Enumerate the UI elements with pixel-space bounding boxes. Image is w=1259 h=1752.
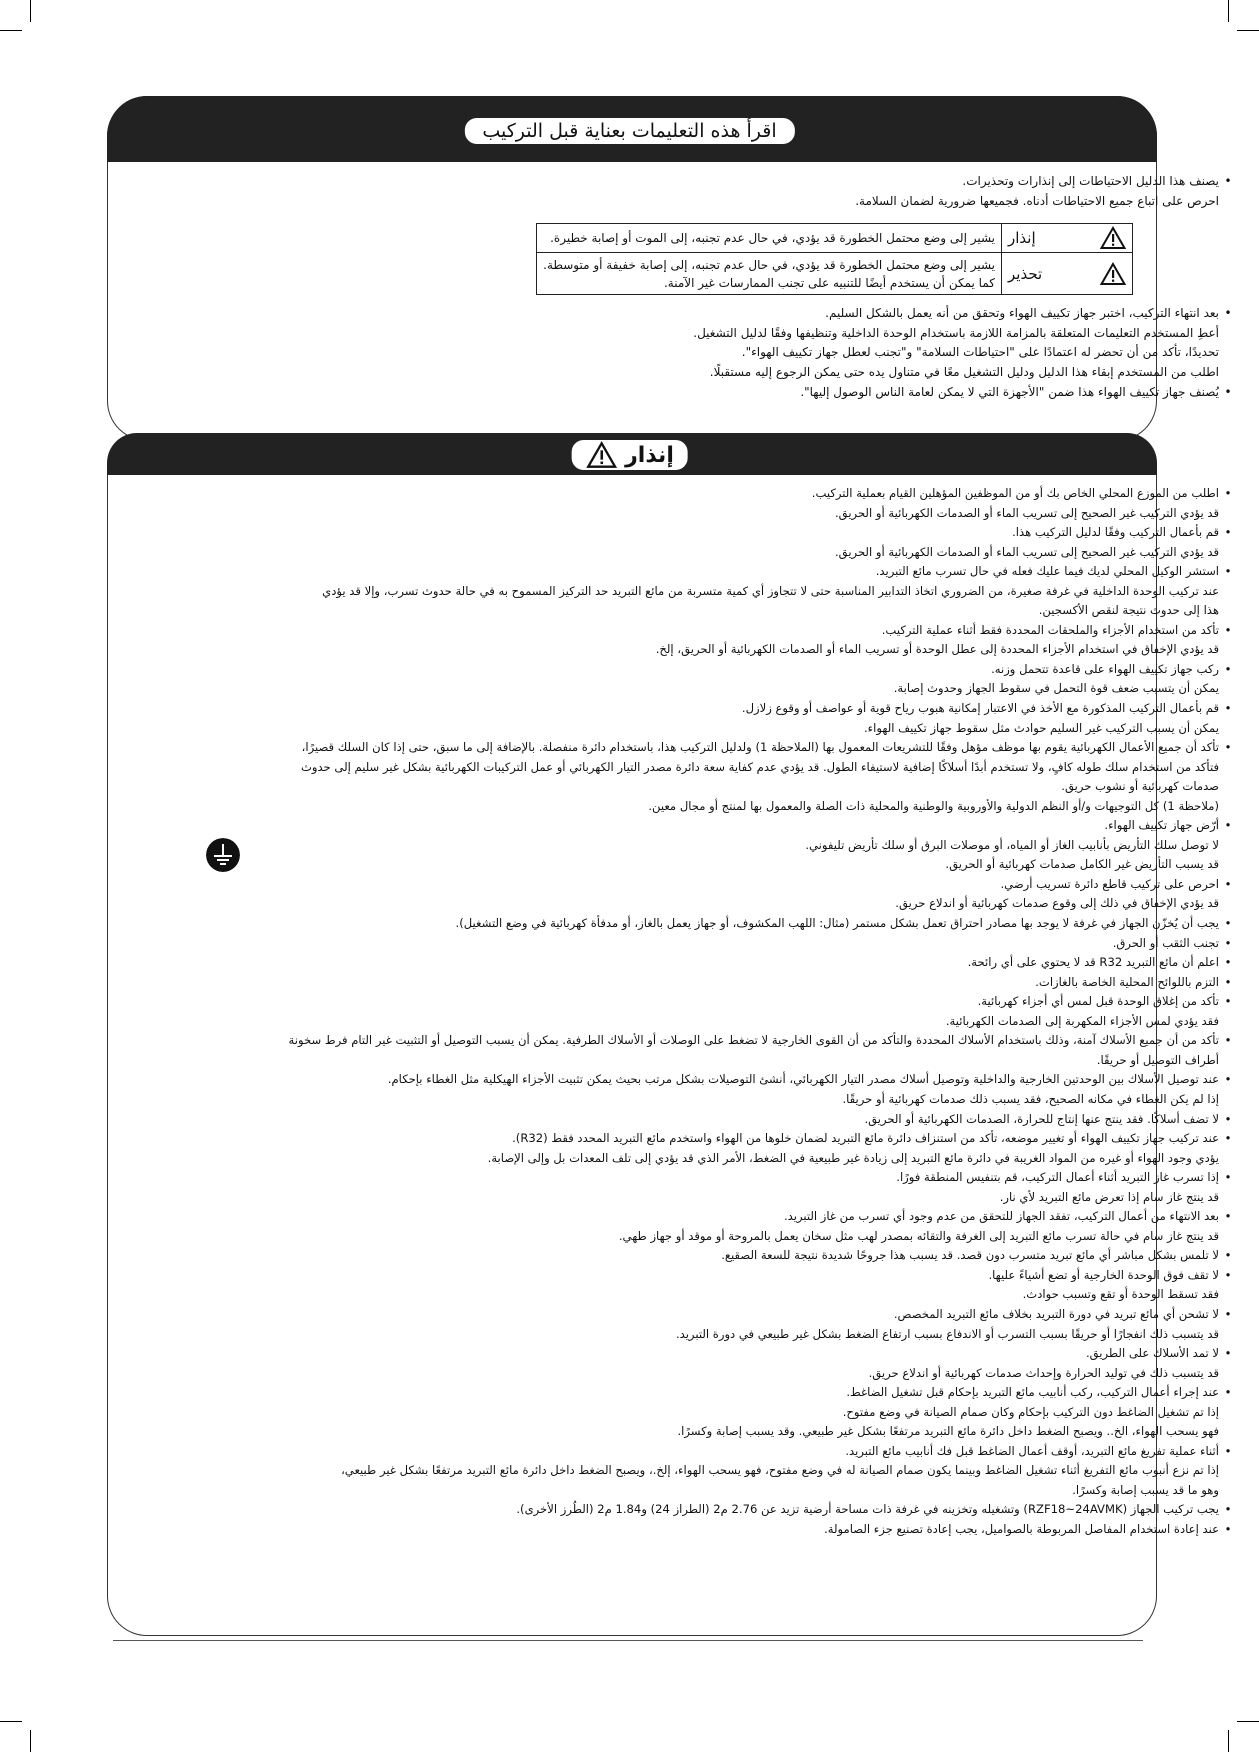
desc-caution-line: يشير إلى وضع محتمل الخطورة قد يؤدي، في حال عدم تجنبه، إلى إصابة خفيفة أو متوسطة. <box>543 257 995 272</box>
item-detail: قد يسبب التأريض غير الكامل صدمات كهربائية أو الحريق. <box>945 857 1219 872</box>
bullet-item: • ركب جهاز تكييف الهواء على قاعدة تتحمل وزنه. <box>22 660 1237 680</box>
item-detail: (ملاحظة 1) كل التوجيهات و/أو النظم الدولية والأوروبية والوطنية والمحلية ذات الصلة والمعمول بها لمنتج أو مجال معين. <box>648 798 1219 813</box>
label-cell <box>1002 253 1133 295</box>
bullet-item: • يجب أن يُخزّن الجهاز في غرفة لا يوجد بها مصادر احتراق تعمل بشكل مستمر (مثال: اللهب المكشوف، أو جهاز يعمل بالغاز، أو مدفأة كهربائية في وضع التشغيل). <box>22 914 1237 934</box>
bullet-item: • بعد الانتهاء من أعمال التركيب، تفقد الجهاز للتحقق من عدم وجود أي تسرب من غاز التبريد. <box>22 1207 1237 1227</box>
bullet-item: • عند توصيل الأسلاك بين الوحدتين الخارجية والداخلية وتوصيل أسلاك مصدر التيار الكهربائي، أنشئ التوصيلات بشكل مرتب بحيث يمكن تثبيت الأجزاء الهيكلية مثل الغطاء بإحكام. <box>22 1070 1237 1090</box>
after-install-text <box>22 304 1237 403</box>
item-detail: اطلب من المستخدم إبقاء هذا الدليل ودليل التشغيل معًا في متناول يده حتى يمكن الرجوع إليه مستقبلًا. <box>709 365 1219 380</box>
item-detail: أطراف التوصيل أو حريقًا. <box>1096 1052 1219 1067</box>
bullet-item: • لا تلمس بشكل مباشر أي مائع تبريد متسرب دون قصد. قد يسبب هذا جروحًا شديدة نتيجة للسعة الصقيع. <box>22 1246 1237 1266</box>
intro-line: احرص على اتباع جميع الاحتياطات أدناه. فجميعها ضرورية لضمان السلامة. <box>855 193 1219 208</box>
item-detail: إذا تم نزع أنبوب مائع التفريغ أثناء تشغيل الضاغط وبينما يكون صمام الصيانة له في وضع مفتوح، فهو يسحب الهواء، إلخ.، ويصبح الضغط داخل دائرة مائع التبريد مرتفعًا بشكل غير طبيعي، <box>341 1463 1219 1478</box>
item-detail: فهو يسحب الهواء، الخ.. ويصبح الضغط داخل دائرة مائع التبريد مرتفعًا بشكل غير طبيعي. وقد يسبب إصابة وكسرًا. <box>677 1424 1219 1439</box>
item-detail: إذا تم تشغيل الضاغط دون التركيب بإحكام وكان صمام الصيانة في وضع مفتوح. <box>842 1404 1219 1419</box>
section-title-text: اقرأ هذه التعليمات بعناية قبل التركيب <box>482 120 777 142</box>
item-detail: إذا لم يكن الغطاء في مكانه الصحيح، فقد يسبب ذلك صدمات كهربائية أو حريقًا. <box>842 1091 1219 1106</box>
bullet-item: • إذا تسرب غاز التبريد أثناء أعمال التركيب، قم بتنفيس المنطقة فورًا. <box>22 1168 1237 1188</box>
crop-mark <box>1228 1730 1229 1752</box>
item-detail: قد يتسبب ذلك في توليد الحرارة وإحداث صدمات كهربائية أو اندلاع حريق. <box>868 1365 1219 1380</box>
item-detail: تحديدًا، تأكد من أن تحضر له اعتمادًا على "احتياطات السلامة" و"تجنب لعطل جهاز تكييف الهواء". <box>741 345 1219 360</box>
item-detail: قد ينتج غاز سام في حالة تسرب مائع التبريد إلى الغرفة والتقائه بمصدر لهب مثل سخان يعمل بالمروحة أو موقد أو جهاز طهي. <box>618 1228 1219 1243</box>
desc-cell <box>537 224 1002 253</box>
desc-cell <box>537 253 1002 295</box>
section-title <box>462 116 796 146</box>
item-detail: يمكن أن يسبب التركيب غير السليم حوادث مثل سقوط جهاز تكييف الهواء. <box>864 720 1219 735</box>
crop-mark <box>0 30 22 31</box>
intro-text <box>22 172 1237 211</box>
item-detail: صدمات كهربائية أو نشوب حريق. <box>1061 779 1219 794</box>
bullet-item: • استشر الوكيل المحلي لديك فيما عليك فعله في حال تسرب مائع التبريد. <box>22 562 1237 582</box>
item-detail: عند تركيب الوحدة الداخلية في غرفة صغيرة، من الضروري اتخاذ التدابير المناسبة حتى لا تتجاوز أي كمية متسربة من مائع التبريد حد التركيز المسموح به في حالة حدوث تسرب، وإلا قد يؤدي <box>322 583 1219 598</box>
crop-mark <box>0 1721 22 1722</box>
item-detail: يؤدي وجود الهواء أو غيره من المواد الغريبة في دائرة مائع التبريد إلى زيادة غير طبيعية في الضغط، الأمر الذي قد يؤدي إلى تلف المعدات بل وإلى الإصابة. <box>487 1150 1219 1165</box>
item-detail: لا توصل سلك التأريض بأنابيب الغاز أو المياه، أو موصلات البرق أو سلك تأريض تليفوني. <box>805 837 1219 852</box>
desc-warning: يشير إلى وضع محتمل الخطورة قد يؤدي، في حال عدم تجنبه، إلى الموت أو إصابة خطيرة. <box>550 231 995 245</box>
bullet-item: • لا تقف فوق الوحدة الخارجية أو تضع أشياءً عليها. <box>22 1266 1237 1286</box>
warning-items <box>22 484 1237 1540</box>
item-detail: قد يؤدي التركيب غير الصحيح إلى تسريب الماء أو الصدمات الكهربائية أو الحريق. <box>834 544 1219 559</box>
table-row-caution <box>537 253 1133 295</box>
item-detail: قد ينتج غاز سام إذا تعرض مائع التبريد لأي نار. <box>999 1189 1219 1204</box>
bullet-item: • تأكد من أن جميع الأسلاك آمنة، وذلك باستخدام الأسلاك المحددة والتأكد من أن القوى الخارجية لا تضغط على الوصلات أو الأسلاك الطرفية. يمكن أن يسبب التوصيل أو التثبيت غير التام فرط سخونة <box>22 1031 1237 1051</box>
item-detail: فتأكد من استخدام سلك طوله كافٍ، ولا تستخدم أبدًا أسلاكًا إضافية لاستيفاء الطول. قد يؤدي عدم كفاية سعة دائرة مصدر التيار الكهربائي أو عمل التركيبات الكهربائية بشكل غير سليم إلى حدوث <box>300 759 1219 774</box>
ground-symbol-icon <box>206 838 240 872</box>
bullet-item: • تجنب الثقب أو الحرق. <box>22 934 1237 954</box>
label-warning: إنذار <box>1008 229 1036 247</box>
bullet-item: • لا تمد الأسلاك على الطريق. <box>22 1344 1237 1364</box>
item-detail: فقد تسقط الوحدة أو تقع وتسبب حوادث. <box>1022 1287 1219 1302</box>
bullet-item: • عند إجراء أعمال التركيب، ركب أنابيب مائع التبريد بإحكام قبل تشغيل الضاغط. <box>22 1383 1237 1403</box>
desc-caution-line: كما يمكن أن يستخدم أيضًا للتنبيه على تجنب الممارسات غير الآمنة. <box>663 275 995 290</box>
warning-title <box>569 438 690 472</box>
crop-mark <box>1228 0 1229 22</box>
crop-mark <box>30 1730 31 1752</box>
footer-rule <box>113 1640 1143 1641</box>
item-detail: فقد يؤدي لمس الأجزاء المكهربة إلى الصدمات الكهربائية. <box>945 1013 1219 1028</box>
warning-title-text: إنذار <box>625 442 674 468</box>
item-detail: يمكن أن يتسبب ضعف قوة التحمل في سقوط الجهاز وحدوث إصابة. <box>893 681 1219 696</box>
item-detail: أعطِ المستخدم التعليمات المتعلقة بالمزامة اللازمة باستخدام الوحدة الداخلية وتنظيفها وفقًا لدليل التشغيل. <box>693 325 1219 340</box>
item-detail: قد يتسبب ذلك انفجارًا أو حريقًا بسبب التسرب أو الاندفاع بسبب ارتفاع الضغط بشكل غير طبيعي في دورة التبريد. <box>675 1326 1219 1341</box>
bullet-item: • لا تضف أسلاكًا. فقد ينتج عنها إنتاج للحرارة، الصدمات الكهربائية أو الحريق. <box>22 1110 1237 1130</box>
bullet-item: • قم بأعمال التركيب المذكورة مع الأخذ في الاعتبار إمكانية هبوب رياح قوية أو عواصف أو وقوع زلازل. <box>22 699 1237 719</box>
bullet-item: • تأكد من استخدام الأجزاء والملحقات المحددة فقط أثناء عملية التركيب. <box>22 621 1237 641</box>
crop-mark <box>1237 30 1259 31</box>
label-cell <box>1002 224 1133 253</box>
bullet-item: • بعد انتهاء التركيب، اختبر جهاز تكييف الهواء وتحقق من أنه يعمل بالشكل السليم. <box>22 304 1237 324</box>
bullet-item: • أرّض جهاز تكييف الهواء. <box>22 816 1237 836</box>
item-detail: قد يؤدي الإخفاق في ذلك إلى وقوع صدمات كهربائية أو اندلاع حريق. <box>895 896 1219 911</box>
bullet-item: • أثناء عملية تفريغ مائع التبريد، أوقف أعمال الضاغط قبل فك أنابيب مائع التبريد. <box>22 1442 1237 1462</box>
item-detail: هذا إلى حدوث نتيجة لنقص الأكسجين. <box>1038 603 1219 618</box>
bullet-item: • قم بأعمال التركيب وفقًا لدليل التركيب هذا. <box>22 523 1237 543</box>
warning-triangle-icon <box>1100 226 1126 250</box>
bullet-item: • يُصنف جهاز تكييف الهواء هذا ضمن "الأجهزة التي لا يمكن لعامة الناس الوصول إليها". <box>22 383 1237 403</box>
bullet-item: • عند إعادة استخدام المفاصل المربوطة بالصواميل، يجب إعادة تصنيع جزء الصامولة. <box>22 1520 1237 1540</box>
item-detail: وهو ما قد يسبب إصابة وكسرًا. <box>1072 1482 1219 1497</box>
item-detail: قد يؤدي التركيب غير الصحيح إلى تسريب الماء أو الصدمات الكهربائية أو الحريق. <box>834 505 1219 520</box>
intro-line: • يصنف هذا الدليل الاحتياطات إلى إنذارات وتحذيرات. <box>22 172 1237 192</box>
bullet-item: • عند تركيب جهاز تكييف الهواء أو تغيير موضعه، تأكد من استنزاف دائرة مائع التبريد لضمان خلوها من الهواء واستخدم مائع التبريد المحدد فقط (R32). <box>22 1129 1237 1149</box>
bullet-item: • لا تشحن أي مائع تبريد في دورة التبريد بخلاف مائع التبريد المخصص. <box>22 1305 1237 1325</box>
bullet-item: • اعلم أن مائع التبريد R32 قد لا يحتوي على أي رائحة. <box>22 953 1237 973</box>
bullet-item: • تأكد أن جميع الأعمال الكهربائية يقوم بها موظف مؤهل وفقًا للتشريعات المعمول بها (الملاحظة 1) ولدليل التركيب هذا، باستخدام دائرة منفصلة. بالإضافة إلى ما سبق، حتى إذا كان السلك قصيرًا، <box>22 738 1237 758</box>
bullet-item: • اطلب من الموزع المحلي الخاص بك أو من الموظفين المؤهلين القيام بعملية التركيب. <box>22 484 1237 504</box>
item-detail: قد يؤدي الإخفاق في استخدام الأجزاء المحددة إلى عطل الوحدة أو تسريب الماء أو الصدمات الكهربائية أو الحريق، إلخ. <box>655 642 1219 657</box>
bullet-item: • احرص على تركيب قاطع دائرة تسريب أرضي. <box>22 875 1237 895</box>
crop-mark <box>30 0 31 22</box>
bullet-item: • تأكد من إغلاق الوحدة قبل لمس أي أجزاء كهربائية. <box>22 992 1237 1012</box>
warning-triangle-icon <box>585 441 617 469</box>
bullet-item: • التزم باللوائح المحلية الخاصة بالغازات. <box>22 973 1237 993</box>
table-row-warning <box>537 224 1133 253</box>
warning-caution-table <box>536 223 1133 295</box>
label-caution: تحذير <box>1008 264 1043 283</box>
warning-triangle-icon <box>1100 262 1126 286</box>
bullet-item: • يجب تركيب الجهاز (RZF18~24AVMK) وتشغيله وتخزينه في غرفة ذات مساحة أرضية تزيد عن 2.76 م2 (الطراز 24) و1.84 م2 (الطُرز الأخرى). <box>22 1500 1237 1520</box>
crop-mark <box>1237 1721 1259 1722</box>
